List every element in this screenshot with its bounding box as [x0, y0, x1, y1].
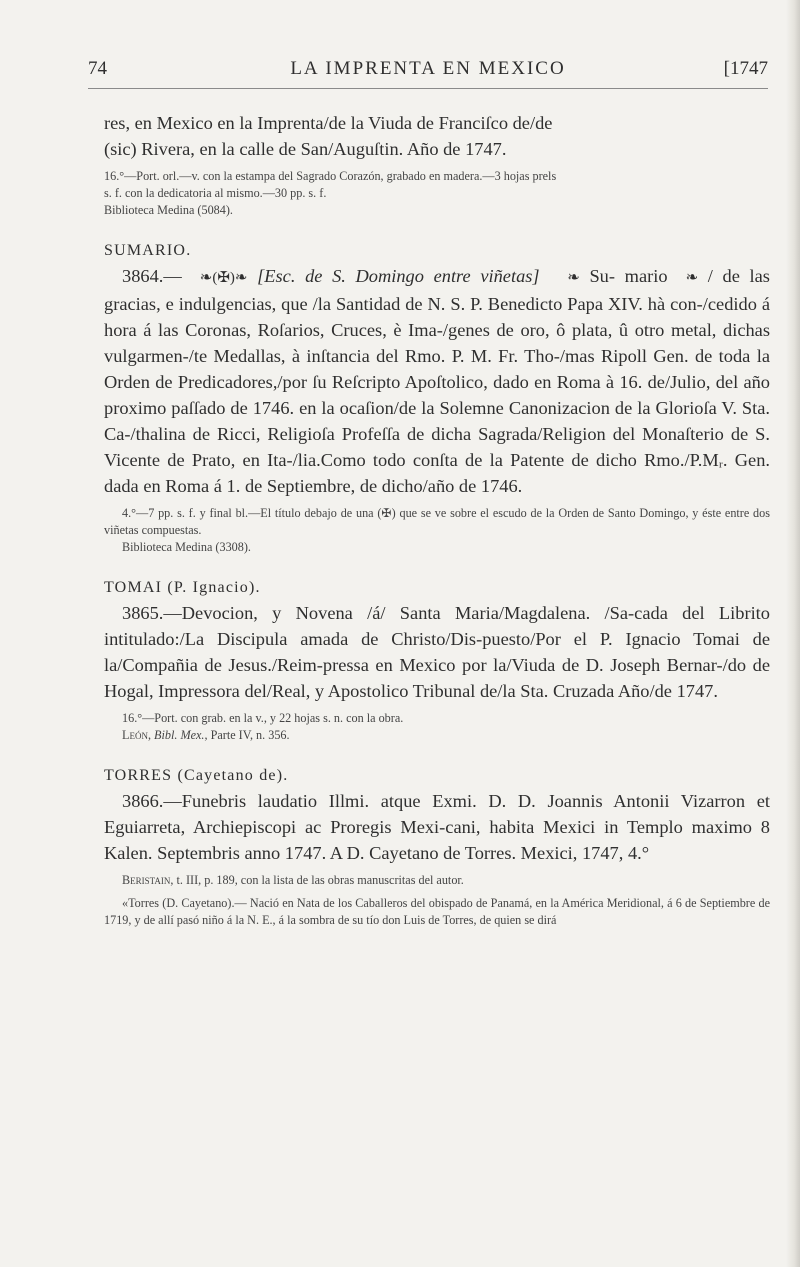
continuation-note	[104, 168, 770, 219]
running-year: [1747	[723, 58, 768, 79]
fleuron-cross-icon: ❧(✠)❧	[199, 270, 248, 286]
entry-3865-note: 16.°—Port. con grab. en la v., y 22 hojas s. n. con la obra.	[122, 711, 404, 725]
scan-edge-shadow	[786, 0, 800, 1267]
entry-3864-note: 4.°—7 pp. s. f. y final bl.—El título debajo de una (✠) que se ve sobre el escudo de la Orden de Santo Domingo, y éste entre dos viñetas compuestas.	[104, 506, 770, 537]
ref-rest: Parte IV, n. 356.	[210, 728, 290, 742]
page-content	[104, 110, 770, 929]
entry-continuation	[104, 110, 770, 162]
fleuron-icon: ❧	[567, 270, 580, 286]
entry-3866: 3866.—Funebris laudatio Illmi. atque Exmi. D. D. Joannis Antonii Vizarron et Eguiarreta, Archiepiscopi ac Proregis Mexi-cani, habita Mexici in Templo maximo 8 Kalen. Septembris anno 1747. A D. Cayetano de Torres. Mexici, 1747, 4.°	[104, 791, 770, 863]
running-title: LA IMPRENTA EN MEXICO	[290, 58, 566, 79]
entry-3864	[104, 263, 770, 499]
ref-author-beristain: Beristain,	[122, 873, 174, 887]
entry-3864-italic: [Esc. de S. Domingo entre viñetas]	[257, 266, 540, 286]
ref-author-leon: León,	[122, 728, 151, 742]
entry-number-3864: 3864.—	[122, 266, 182, 286]
fleuron-icon-2: ❧	[685, 270, 699, 286]
continuation-line-2: (sic) Rivera, en la calle de San/Auguſtin. Año de 1747.	[104, 139, 507, 159]
entry-3865-reference	[104, 727, 770, 744]
page-number: 74	[88, 58, 107, 79]
continuation-library: Biblioteca Medina (5084).	[104, 203, 233, 217]
entry-3866-reference	[104, 872, 770, 889]
entry-3864-text2: mario	[624, 266, 668, 286]
entry-3864-body: / de las gracias, e indulgencias, que /la Santidad de N. S. P. Benedicto Papa XIV. hà con-/cedido á hora á las Coronas, Roſarios, Cruces, è Ima-/genes de oro, ô plata, û otro metal, dichas vulgarmen-/te Medallas, à inſtancia del Rmo. P. M. Fr. Tho-/mas Ripoll Gen. de toda la Orden de Predicadores,/por ſu Reſcripto Apoſtolico, dado en Roma à 16. de/Julio, del año proximo paſſado de 1746. en la ocaſion/de la Solemne Canonizacion de la Glorioſa V. Sta. Ca-/thalina de Ricci, Religioſa Profeſſa de dicha Sagrada/Religion del Monaſterio de S. Vicente de Prato, en Ita-/lia.Como todo conſta de la Patente de dicho Rmo./P.Mᵣ. Gen. dada en Roma á 1. de Septiembre, de dicho/año de 1746.	[104, 266, 770, 496]
header-rule	[88, 88, 768, 89]
entry-3865: 3865.—Devocion, y Novena /á/ Santa Maria/Magdalena. /Sa-cada del Librito intitulado:/La Discipula amada de Christo/Dis-puesto/Por el P. Ignacio Tomai de la/Compañia de Jesus./Reim-pressa en Mexico por la/Viuda de D. Joseph Bernar-/do de Hogal, Impressora del/Real, y Apostolico Tribunal de/la Sta. Cruzada Año/de 1747.	[104, 603, 770, 701]
heading-torres: TORRES (Cayetano de).	[104, 767, 289, 784]
heading-tomai: TOMAI (P. Ignacio).	[104, 579, 261, 596]
heading-sumario: SUMARIO.	[104, 242, 192, 259]
continuation-note-1: 16.°—Port. orl.—v. con la estampa del Sagrado Corazón, grabado en madera.—3 hojas prels	[104, 169, 557, 183]
running-header	[88, 58, 768, 88]
ref-rest-beristain: t. III, p. 189, con la lista de las obras manuscritas del autor.	[176, 873, 464, 887]
ref-work-bibl-mex: Bibl. Mex.,	[154, 728, 208, 742]
continuation-line-1: res, en Mexico en la Imprenta/de la Viuda de Franciſco de/de	[104, 113, 553, 133]
entry-3864-text1: Su-	[589, 266, 616, 286]
entry-3864-library: Biblioteca Medina (3308).	[122, 540, 251, 554]
entry-3866-biography: «Torres (D. Cayetano).— Nació en Nata de los Caballeros del obispado de Panamá, en la América Meridional, á 6 de Septiembre de 1719, y de allí pasó niño á la N. E., á la sombra de su tío don Luis de Torres, de quien se dirá	[104, 896, 770, 927]
continuation-note-2: s. f. con la dedicatoria al mismo.—30 pp. s. f.	[104, 186, 327, 200]
